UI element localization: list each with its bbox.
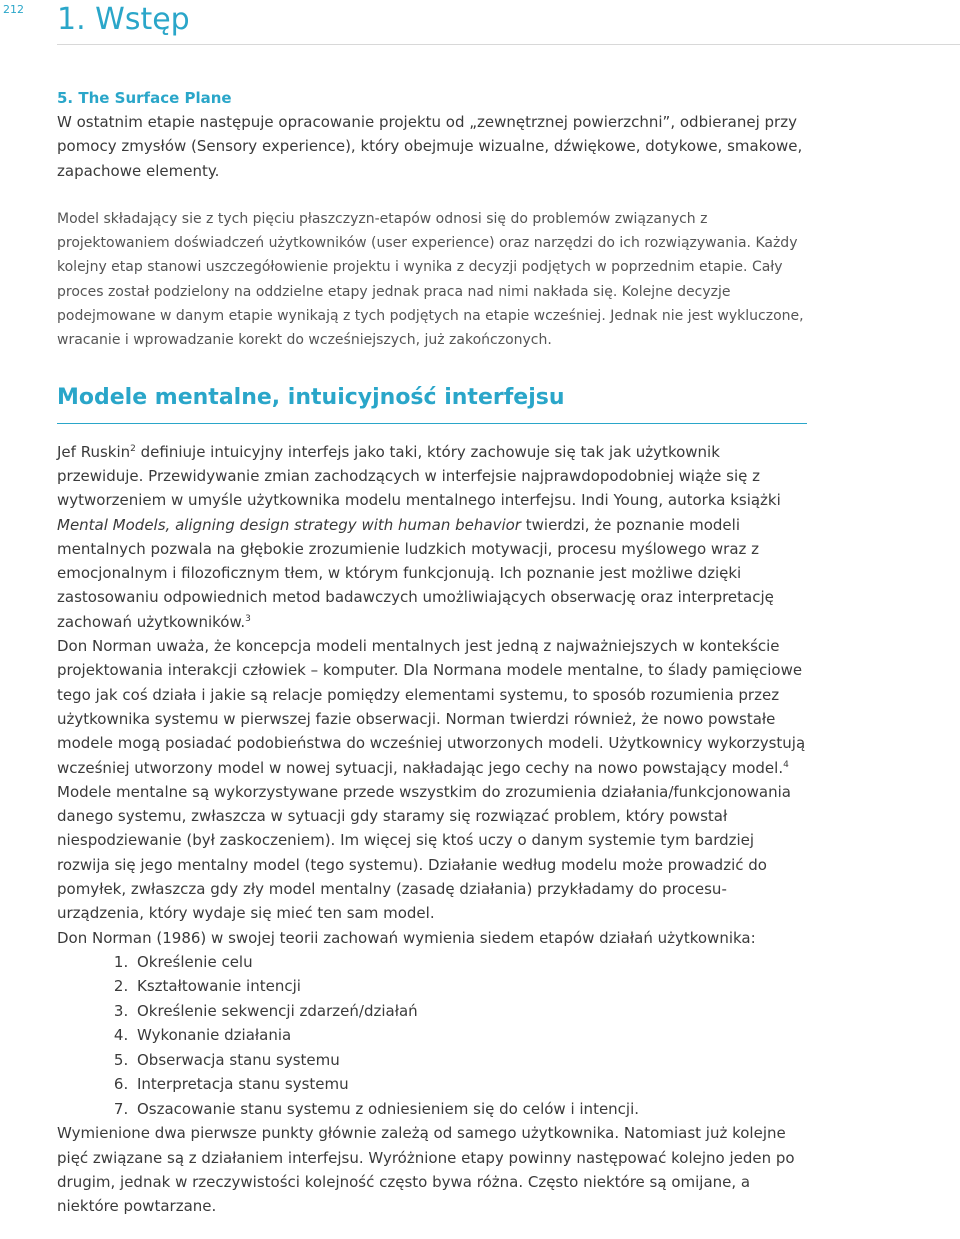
surface-paragraph: W ostatnim etapie następuje opracowanie projektu od „zewnętrznej powierzchni”, odbieranej przy pomocy zmysłów (Sensory experience), który obejmuje wizualne, dźwiękowe, dotykowe, smakowe, zapachowe elementy. — [57, 113, 803, 180]
list-item: 4. Wykonanie działania — [133, 1023, 807, 1048]
paragraph-conclusion: Wymienione dwa pierwsze punkty głównie zależą od samego użytkownika. Natomiast już kolejne pięć związane są z działaniem interfejsu. Wyróżnione etapy powinny następować kolejno jeden po drugim, jednak w rzeczywistości kolejność często bywa różna. Często niektóre są omijane, a niektóre powtarzane. — [57, 1124, 795, 1216]
list-item: 1. Określenie celu — [133, 950, 807, 975]
list-item: 2. Kształtowanie intencji — [133, 974, 807, 999]
list-item: 3. Określenie sekwencji zdarzeń/działań — [133, 999, 807, 1024]
paragraph-norman: Don Norman uważa, że koncepcja modeli mentalnych jest jedną z najważniejszych w kontekście projektowania interakcji człowiek – komputer. Dla Normana modele mentalne, to ślady pamięciowe tego jak coś działa i jakie są relacje pomiędzy elementami systemu, to sposób rozumienia przez użytkownika systemu w pierwszej fazie obserwacji. Norman twierdzi również, że nowo powstałe modele mogą posiadać podobieństwa do wcześniej utworzonych modeli. Użytkownicy wykorzystują wcześniej utworzony model w nowej sytuacji, nakładając jego cechy na nowo powstający model.$^4$ — [57, 637, 806, 777]
model-paragraph: Model składający sie z tych pięciu płaszczyzn-etapów odnosi się do problemów związanych z projektowaniem doświadczeń użytkowników (user experience) oraz narzędzi do ich rozwiązywania. Każdy kolejny etap stanowi uszczegółowienie projektu i wynika z decyzji podjętych w poprzednim etapie. Cały proces został podzielony na oddzielne etapy jednak praca nad nimi nakłada się. Kolejne decyzje podejmowane w danym etapie wynikają z tych podjętych na etapie wcześniej. Jednak nie jest wykluczone, wracanie i wprowadzanie korekt do wcześniejszych, już zakończonych. — [57, 210, 804, 349]
book-title: Mental Models, aligning design strategy with human behavior — [57, 515, 521, 534]
paragraph-usage: Modele mentalne są wykorzystywane przede wszystkim do zrozumienia działania/funkcjonowania danego systemu, zwłaszcza w sytuacji gdy staramy się rozwiązać problem, który powstał niespodziewanie (był zaskoczeniem). Im więcej się ktoś uczy o danym systemie tym bardziej rozwija się jego mentalny model (tego systemu). Działanie według modelu może prowadzić do pomyłek, zwłaszcza gdy zły model mentalny (zasadę działania) przykładamy do procesu-urządzenia, który wydaje się mieć ten sam model. — [57, 782, 791, 923]
paragraph-stages-intro: Don Norman (1986) w swojej teorii zachowań wymienia siedem etapów działań użytkownika: — [57, 928, 756, 947]
page-number: 212 — [3, 3, 24, 16]
footnote-ref-2: 2 — [130, 443, 136, 454]
list-item: 5. Obserwacja stanu systemu — [133, 1048, 807, 1073]
top-divider — [57, 44, 960, 45]
chapter-title: 1. Wstęp — [57, 2, 190, 37]
stages-list — [57, 950, 807, 1122]
main-content — [57, 86, 807, 1219]
list-item: 7. Oszacowanie stanu systemu z odniesieniem się do celów i intencji. — [133, 1097, 807, 1122]
footnote-ref-4: 4 — [783, 759, 789, 770]
paragraph-ruskin: Jef Ruskin$^2$ definiuje intuicyjny interfejs jako taki, który zachowuje się tak jak użytkownik przewiduje. Przewidywanie zmian zachodzących w interfejsie najprawdopodobniej wiąże się z wytworzeniem w umyśle użytkownika modelu mentalnego interfejsu. Indi Young, autorka książki Mental Models, aligning design strategy with human behavior twierdzi, że poznanie modeli mentalnych pozwala na głębokie zrozumienie ludzkich motywacji, procesu myślowego wraz z emocjonalnym i filozoficznym tłem, w którym funkcjonują. Ich poznanie jest możliwe dzięki zastosowaniu odpowiednich metod badawczych umożliwiających obserwację oraz interpretację zachowań użytkowników.$^3$ — [57, 442, 781, 631]
list-item: 6. Interpretacja stanu systemu — [133, 1072, 807, 1097]
section-heading-mental-models: Modele mentalne, intuicyjność interfejsu — [57, 383, 807, 424]
footnote-ref-3: 3 — [245, 613, 251, 624]
section-label-surface: 5. The Surface Plane — [57, 89, 232, 107]
